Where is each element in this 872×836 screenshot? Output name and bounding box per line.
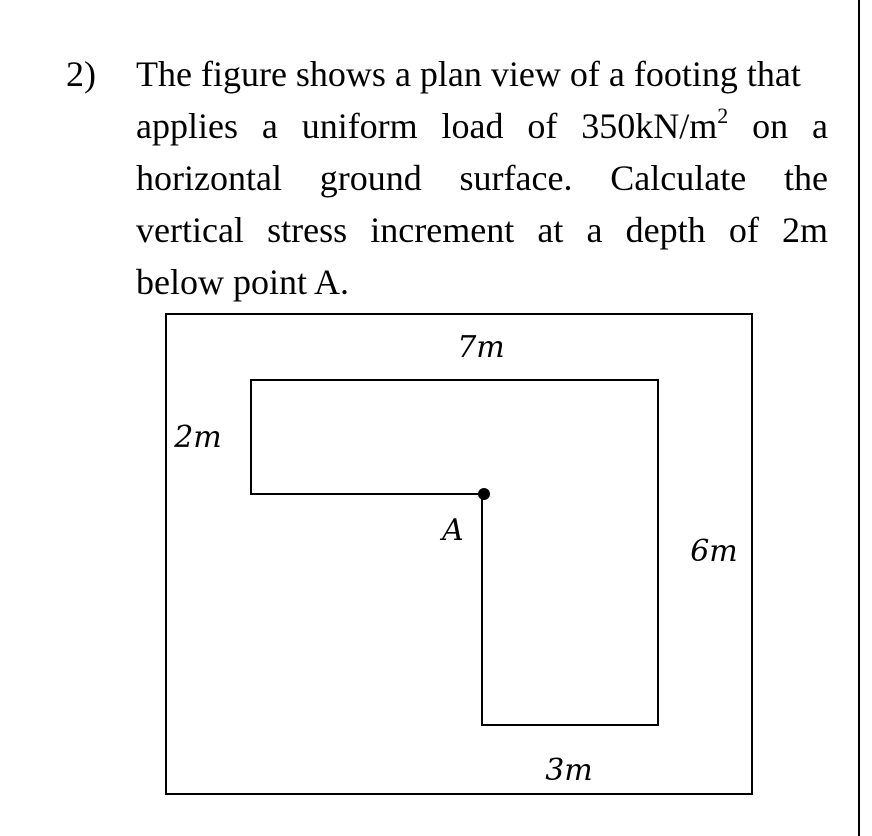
point-a-marker bbox=[478, 488, 490, 500]
question-line-5: below point A. bbox=[136, 262, 349, 302]
label-right-dimension: 6m bbox=[690, 534, 738, 569]
label-left-dimension: 2m bbox=[174, 420, 222, 455]
question-line-2-text: applies a uniform load of 350kN/m bbox=[136, 106, 718, 146]
question-number: 2) bbox=[66, 54, 96, 94]
question-line-2-end: on a bbox=[728, 106, 828, 146]
superscript-exponent: 2 bbox=[717, 103, 729, 128]
figure-frame bbox=[166, 314, 752, 794]
label-top-dimension: 7m bbox=[457, 330, 505, 365]
question-line-3: horizontal ground surface. Calculate the bbox=[136, 158, 828, 198]
footing-outline bbox=[251, 380, 658, 725]
question-line-1: The figure shows a plan view of a footing that bbox=[136, 54, 801, 94]
label-point-a: A bbox=[442, 513, 464, 548]
label-bottom-dimension: 3m bbox=[545, 753, 593, 788]
question-line-4: vertical stress increment at a depth of 2m bbox=[136, 210, 828, 250]
